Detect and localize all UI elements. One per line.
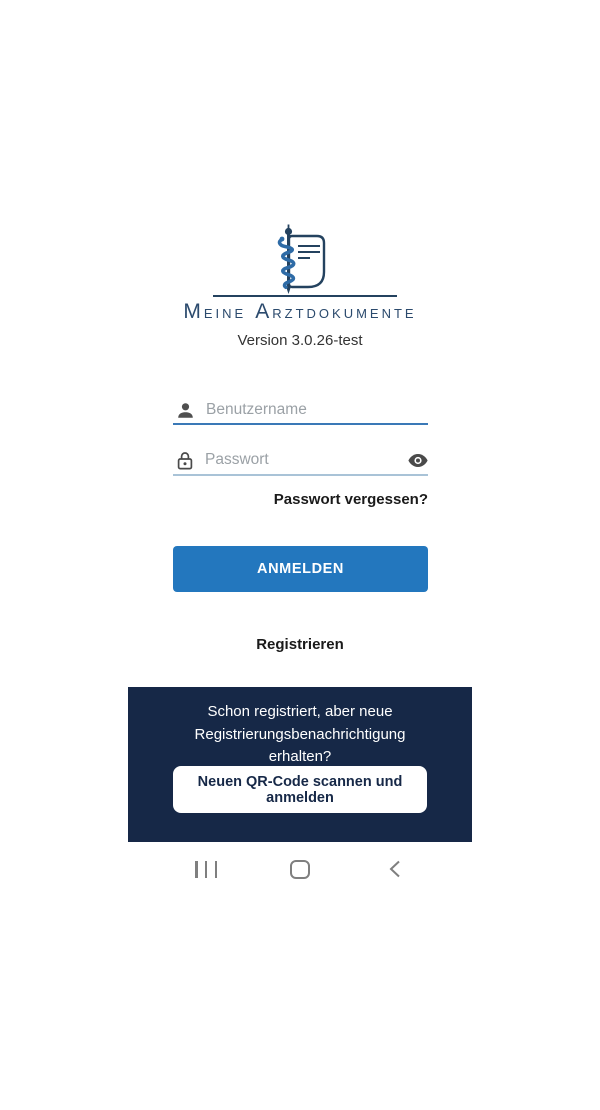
password-underline — [173, 474, 428, 476]
lock-icon — [177, 451, 193, 470]
app-title-part: RZTDOKUMENTE — [272, 306, 417, 321]
toggle-password-visibility-button[interactable] — [408, 454, 428, 467]
qr-rescan-banner — [128, 687, 472, 842]
logo-divider — [213, 295, 397, 297]
app-title-initial: A — [255, 300, 273, 323]
recents-bar — [195, 861, 198, 878]
app-title-initial: M — [183, 300, 204, 323]
username-field-row — [173, 397, 428, 423]
login-button[interactable]: ANMELDEN — [173, 546, 428, 592]
password-input[interactable] — [205, 451, 396, 469]
recents-icon[interactable] — [195, 861, 217, 878]
recents-bar — [215, 861, 218, 878]
app-title-part: EINE — [203, 306, 247, 321]
eye-icon — [408, 454, 428, 467]
home-icon[interactable] — [290, 860, 310, 879]
password-field-row — [173, 447, 428, 473]
username-input[interactable] — [206, 401, 428, 419]
recents-bar — [205, 861, 208, 878]
app-title — [0, 300, 600, 324]
banner-message: Schon registriert, aber neue Registrierungsbenachrichtigung erhalten? — [194, 703, 406, 765]
username-underline — [173, 423, 428, 425]
scan-qr-code-button[interactable]: Neuen QR-Code scannen und anmelden — [173, 766, 427, 813]
forgot-password-link[interactable]: Passwort vergessen? — [273, 491, 428, 508]
version-label: Version 3.0.26-test — [237, 332, 363, 349]
back-icon[interactable] — [388, 860, 402, 878]
person-icon — [177, 402, 194, 419]
app-logo-icon — [240, 224, 360, 296]
register-link[interactable]: Registrieren — [256, 636, 344, 653]
